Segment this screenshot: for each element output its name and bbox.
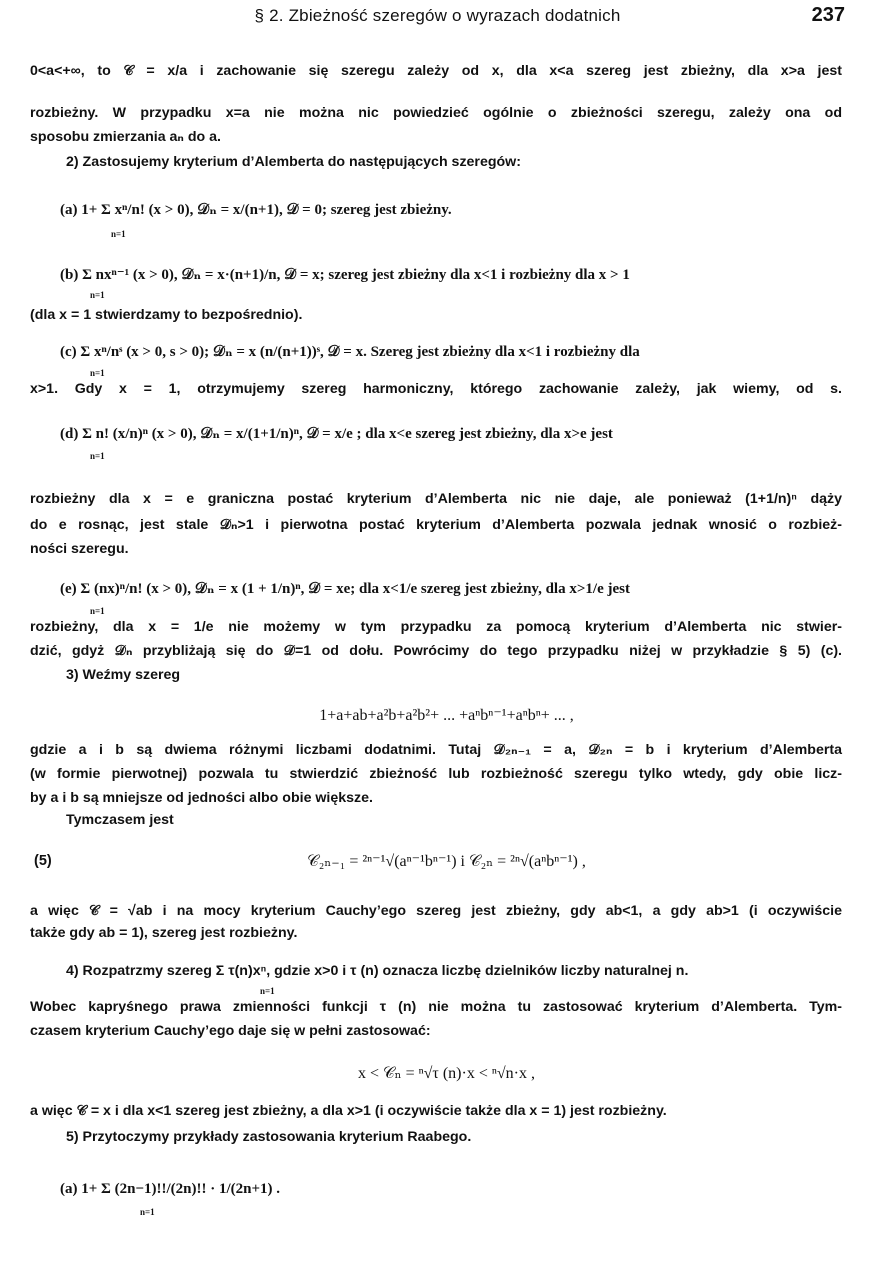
sum-index: n=1: [90, 368, 105, 378]
running-title: § 2. Zbieżność szeregów o wyrazach dodatnich: [254, 6, 621, 25]
text-line: rozbieżny. W przypadku x=a nie można nic powiedzieć ogólnie o zbieżności szeregu, zależy ona od: [30, 105, 842, 121]
text-line: 3) Weźmy szereg: [66, 667, 181, 683]
formula-item-4: 4) Rozpatrzmy szereg Σ τ(n)xⁿ, gdzie x>0 i τ (n) oznacza liczbę dzielników liczby naturalnej n.: [66, 963, 689, 979]
sum-index: n=1: [90, 451, 105, 461]
text-line: sposobu zmierzania aₙ do a.: [30, 129, 221, 145]
text-line: czasem kryterium Cauchy’ego daje się w pełni zastosować:: [30, 1023, 431, 1039]
formula-5a: (a) 1+ Σ (2n−1)!!/(2n)!! · 1/(2n+1) .: [60, 1181, 281, 1197]
text-line: Wobec kapryśnego prawa zmienności funkcji τ (n) nie można tu zastosować kryterium d’Alemberta. Tym-: [30, 999, 842, 1015]
sum-index: n=1: [111, 229, 126, 239]
page-number: 237: [811, 4, 845, 26]
equation-5: 𝒞₂ₙ₋₁ = ²ⁿ⁻¹√(aⁿ⁻¹bⁿ⁻¹) i 𝒞₂ₙ = ²ⁿ√(aⁿbⁿ⁻¹) ,: [307, 853, 586, 870]
sum-index: n=1: [260, 986, 275, 996]
text-line: ności szeregu.: [30, 541, 129, 557]
text-line: 5) Przytoczymy przykłady zastosowania kryterium Raabego.: [66, 1129, 472, 1145]
formula-2e: (e) Σ (nx)ⁿ/n! (x > 0), 𝒟ₙ = x (1 + 1/n)ⁿ, 𝒟 = xe; dla x<1/e szereg jest zbieżny, dla x>1/e jest: [60, 581, 630, 597]
text-line: także gdy ab = 1), szereg jest rozbieżny.: [30, 925, 298, 941]
text-line: 0<a<+∞, to 𝒞 = x/a i zachowanie się szeregu zależy od x, dla x<a szereg jest zbieżny, dla x>a jest: [30, 63, 842, 79]
text-line: dzić, gdyż 𝒟ₙ przybliżają się do 𝒟=1 od dołu. Powrócimy do tego przypadku niżej w przykładzie § 5) (c).: [30, 643, 842, 659]
series-formula: 1+a+ab+a²b+a²b²+ ... +aⁿbⁿ⁻¹+aⁿbⁿ+ ... ,: [319, 707, 574, 724]
formula-2b: (b) Σ nxⁿ⁻¹ (x > 0), 𝒟ₙ = x·(n+1)/n, 𝒟 = x; szereg jest zbieżny dla x<1 i rozbieżny dla x > 1: [60, 267, 630, 283]
text-line: gdzie a i b są dwiema różnymi liczbami dodatnimi. Tutaj 𝒟₂ₙ₋₁ = a, 𝒟₂ₙ = b i kryterium d’Alemberta: [30, 742, 842, 758]
equation-number: (5): [34, 853, 52, 869]
text-line: do e rosnąc, jest stale 𝒟ₙ>1 i pierwotna postać kryterium d’Alemberta pozwala jednak wnosić o rozbież-: [30, 517, 842, 533]
sum-index: n=1: [90, 606, 105, 616]
page-header: [30, 4, 845, 30]
sum-index: n=1: [90, 290, 105, 300]
text-line: (w formie pierwotnej) pozwala tu stwierdzić zbieżność lub rozbieżność szeregu tylko wtedy, gdy obie licz-: [30, 766, 842, 782]
text-line: rozbieżny dla x = e graniczna postać kryterium d’Alemberta nic nie daje, ale ponieważ (1+1/n)ⁿ dąży: [30, 491, 842, 507]
text-line: a więc 𝒞 = x i dla x<1 szereg jest zbieżny, a dla x>1 (i oczywiście także dla x = 1) jest rozbieżny.: [30, 1103, 667, 1119]
cauchy-formula: x < 𝒞ₙ = ⁿ√τ (n)·x < ⁿ√n·x ,: [357, 1065, 536, 1082]
text-line: Tymczasem jest: [66, 812, 174, 828]
text-line: rozbieżny, dla x = 1/e nie możemy w tym przypadku za pomocą kryterium d’Alemberta nic stwier-: [30, 619, 842, 635]
text-line: 2) Zastosujemy kryterium d’Alemberta do następujących szeregów:: [66, 154, 521, 170]
formula-2a: (a) 1+ Σ xⁿ/n! (x > 0), 𝒟ₙ = x/(n+1), 𝒟 = 0; szereg jest zbieżny.: [60, 202, 452, 218]
formula-2c: (c) Σ xⁿ/nˢ (x > 0, s > 0); 𝒟ₙ = x (n/(n+1))ˢ, 𝒟 = x. Szereg jest zbieżny dla x<1 i rozbieżny dla: [60, 344, 640, 360]
text-line: (dla x = 1 stwierdzamy to bezpośrednio).: [30, 307, 303, 323]
text-line: by a i b są mniejsze od jedności albo obie większe.: [30, 790, 373, 806]
formula-2d: (d) Σ n! (x/n)ⁿ (x > 0), 𝒟ₙ = x/(1+1/n)ⁿ, 𝒟 = x/e ; dla x<e szereg jest zbieżny, dla x>e jest: [60, 426, 613, 442]
text-line: x>1. Gdy x = 1, otrzymujemy szereg harmoniczny, którego zachowanie zależy, jak wiemy, od s.: [30, 381, 842, 397]
sum-index: n=1: [140, 1207, 155, 1217]
text-line: a więc 𝒞 = √ab i na mocy kryterium Cauchy’ego szereg jest zbieżny, gdy ab<1, a gdy ab>1 (i oczywiście: [30, 903, 842, 919]
